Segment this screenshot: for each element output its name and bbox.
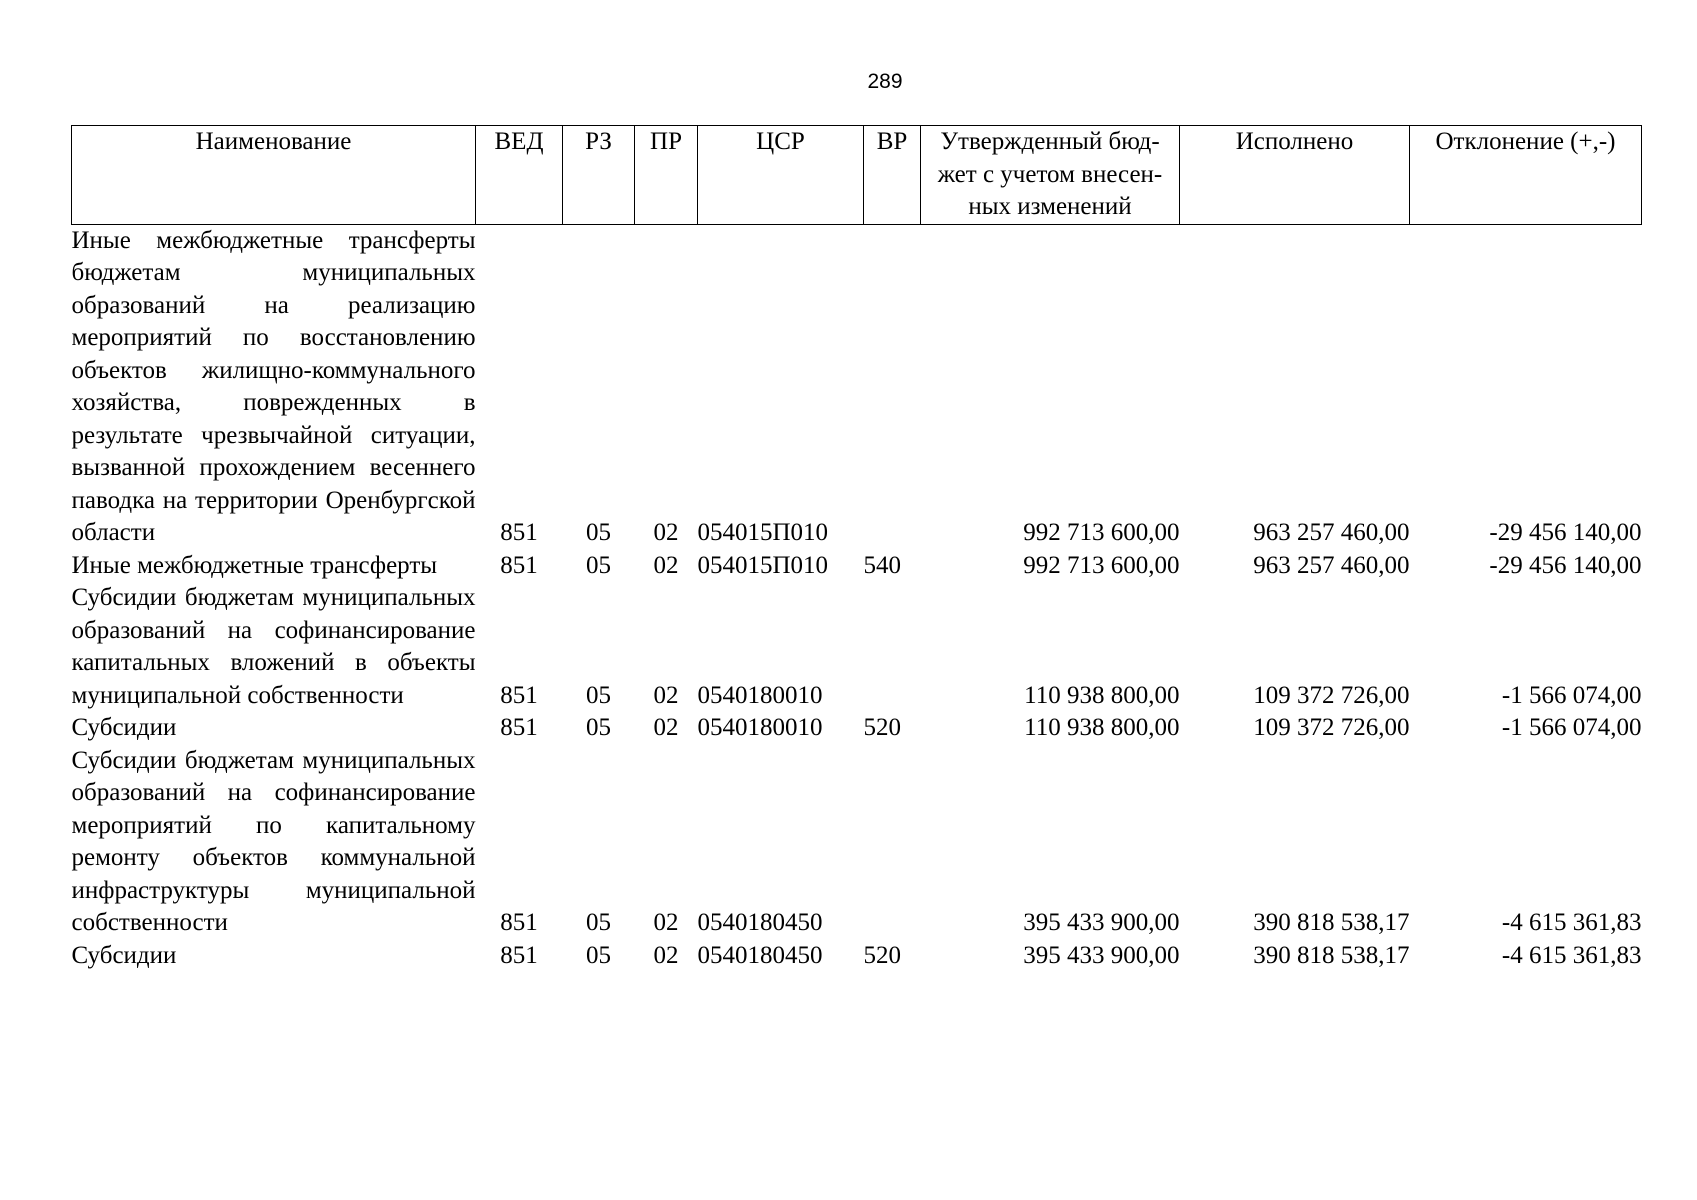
column-header-ved: ВЕД [476, 126, 563, 225]
cell-vr [864, 224, 921, 550]
cell-pr: 02 [653, 941, 679, 969]
cell-approved-budget: 395 433 900,00 [1023, 941, 1180, 969]
cell-rz: 05 [586, 681, 611, 709]
cell-rz: 05 [586, 519, 611, 546]
cell-vr: 540 [863, 551, 901, 579]
cell-rz: 05 [586, 909, 611, 936]
cell-ved: 851 [500, 909, 538, 936]
cell-executed: 390 818 538,17 [1253, 941, 1410, 969]
cell-ved: 851 [500, 551, 538, 579]
cell-pr: 02 [653, 714, 679, 741]
cell-pr: 02 [653, 681, 679, 709]
cell-vr [864, 745, 921, 940]
column-header-rz: РЗ [563, 126, 635, 225]
table-row [72, 582, 1642, 712]
cell-csr: 0540180010 [697, 714, 823, 741]
cell-csr: 0540180450 [697, 909, 823, 936]
cell-executed: 109 372 726,00 [1253, 714, 1410, 741]
cell-vr: 520 [863, 714, 901, 741]
cell-ved: 851 [500, 714, 538, 741]
cell-rz: 05 [586, 941, 611, 969]
cell-executed: 109 372 726,00 [1253, 681, 1410, 709]
cell-deviation: -4 615 361,83 [1501, 909, 1642, 936]
cell-ved: 851 [500, 941, 538, 969]
cell-name: Субсидии бюджетам муниципальных образований на софинансирование капитальных вложений в объекты муниципальной собственности [71, 584, 476, 709]
cell-csr: 0540180450 [697, 941, 823, 969]
page-number: 289 [867, 70, 903, 93]
cell-pr: 02 [653, 519, 679, 546]
column-header-deviation: Отклонение (+,-) [1410, 126, 1642, 225]
cell-name: Иные межбюджетные трансферты [71, 551, 438, 579]
cell-deviation: -29 456 140,00 [1489, 519, 1642, 546]
cell-approved-budget: 110 938 800,00 [1024, 714, 1180, 741]
cell-csr: 0540180010 [697, 681, 823, 709]
column-header-approved-budget [921, 126, 1180, 225]
table-row [72, 550, 1642, 583]
cell-deviation: -29 456 140,00 [1489, 551, 1642, 579]
cell-approved-budget: 992 713 600,00 [1023, 519, 1180, 546]
column-header-executed: Исполнено [1180, 126, 1410, 225]
column-header-name: Наименование [72, 126, 476, 225]
cell-name: Субсидии [71, 714, 177, 741]
approved-header-line: жет с учетом внесен- [937, 160, 1163, 188]
cell-approved-budget: 992 713 600,00 [1023, 551, 1180, 579]
cell-csr: 054015П010 [697, 551, 829, 579]
cell-deviation: -1 566 074,00 [1501, 714, 1642, 741]
cell-deviation: -1 566 074,00 [1501, 681, 1642, 709]
cell-name: Иные межбюджетные трансферты бюджетам муниципальных образований на реализацию мероприятий по восстановлению объектов жилищно-коммунального хозяйства, поврежденных в результате чрезвычайной ситуации, вызванной прохождением весеннего паводка на территории Оренбургской области [71, 226, 476, 546]
approved-header-line: ных изменений [968, 193, 1132, 220]
table-row [72, 940, 1642, 973]
column-header-pr: ПР [635, 126, 698, 225]
column-header-csr: ЦСР [698, 126, 864, 225]
cell-pr: 02 [653, 909, 679, 936]
cell-approved-budget: 395 433 900,00 [1023, 909, 1180, 936]
column-header-vr: ВР [864, 126, 921, 225]
table-row [72, 745, 1642, 940]
table-row [72, 224, 1642, 550]
cell-name: Субсидии бюджетам муниципальных образований на софинансирование мероприятий по капитальному ремонту объектов коммунальной инфраструктуры муниципальной собственности [71, 746, 476, 936]
cell-ved: 851 [500, 519, 538, 546]
cell-ved: 851 [500, 681, 538, 709]
approved-header-line: Утвержденный бюд- [940, 128, 1160, 155]
cell-executed: 390 818 538,17 [1253, 909, 1410, 936]
table-row [72, 712, 1642, 745]
cell-rz: 05 [586, 714, 611, 741]
table-body [72, 224, 1642, 972]
cell-vr [864, 582, 921, 712]
table-header [72, 126, 1642, 225]
cell-vr: 520 [863, 941, 901, 969]
cell-approved-budget: 110 938 800,00 [1024, 681, 1180, 709]
cell-rz: 05 [586, 551, 611, 579]
budget-execution-table [71, 125, 1642, 972]
cell-name: Субсидии [71, 941, 177, 969]
cell-pr: 02 [653, 551, 679, 579]
cell-deviation: -4 615 361,83 [1501, 941, 1642, 969]
cell-csr: 054015П010 [697, 519, 829, 546]
cell-executed: 963 257 460,00 [1253, 551, 1410, 579]
cell-executed: 963 257 460,00 [1253, 519, 1410, 546]
